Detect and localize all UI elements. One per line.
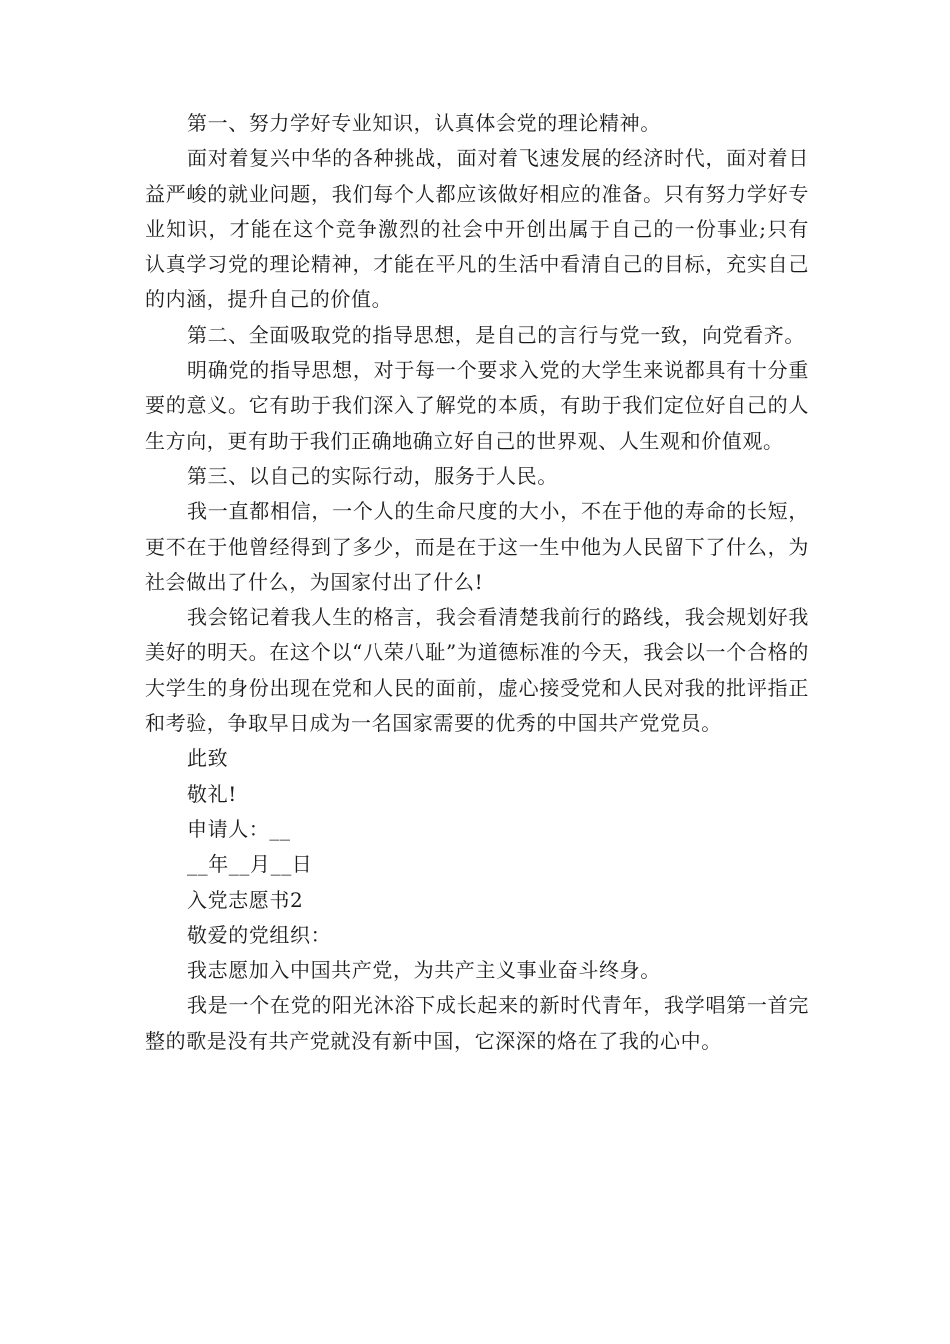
date-line: __年__月__日 — [187, 852, 313, 877]
letter-greeting: 敬爱的党组织： — [187, 922, 332, 947]
paragraph-goal-3: 第三、以自己的实际行动，服务于人民。 — [187, 463, 558, 488]
paragraph-goal-2: 第二、全面吸取党的指导思想，是自己的言行与党一致，向党看齐。 — [187, 322, 805, 347]
paragraph-motto: 我会铭记着我人生的格言，我会看清楚我前行的路线，我会规划好我美好的明天。在这个以“八荣八耻”为道德标准的今天，我会以一个合格的大学生的身份出现在党和人民的面前，虚心接受党和人民对我的批评指正和考验，争取早日成为一名国家需要的优秀的中国共产党党员。 — [145, 605, 809, 736]
document-body — [145, 106, 809, 1059]
section-title: 入党志愿书2 — [187, 887, 304, 912]
paragraph-professional-knowledge: 面对着复兴中华的各种挑战，面对着飞速发展的经济时代，面对着日益严峻的就业问题，我们每个人都应该做好相应的准备。只有努力学好专业知识，才能在这个竞争激烈的社会中开创出属于自己的一份事业;只有认真学习党的理论精神，才能在平凡的生活中看清自己的目标，充实自己的内涵，提升自己的价值。 — [145, 146, 809, 312]
closing-salutation: 此致 — [187, 746, 229, 771]
paragraph-guiding-thought: 明确党的指导思想，对于每一个要求入党的大学生来说都具有十分重要的意义。它有助于我们深入了解党的本质，有助于我们定位好自己的人生方向，更有助于我们正确地确立好自己的世界观、人生观和价值观。 — [145, 358, 809, 453]
closing-regards: 敬礼! — [187, 781, 237, 806]
applicant-line: 申请人：__ — [187, 816, 291, 841]
paragraph-pledge: 我志愿加入中国共产党，为共产主义事业奋斗终身。 — [187, 958, 661, 983]
paragraph-life-value: 我一直都相信，一个人的生命尺度的大小，不在于他的寿命的长短，更不在于他曾经得到了多少，而是在于这一生中他为人民留下了什么，为社会做出了什么，为国家付出了什么! — [145, 499, 809, 594]
paragraph-youth: 我是一个在党的阳光沐浴下成长起来的新时代青年，我学唱第一首完整的歌是没有共产党就没有新中国，它深深的烙在了我的心中。 — [145, 993, 809, 1053]
paragraph-goal-1: 第一、努力学好专业知识，认真体会党的理论精神。 — [187, 111, 661, 135]
